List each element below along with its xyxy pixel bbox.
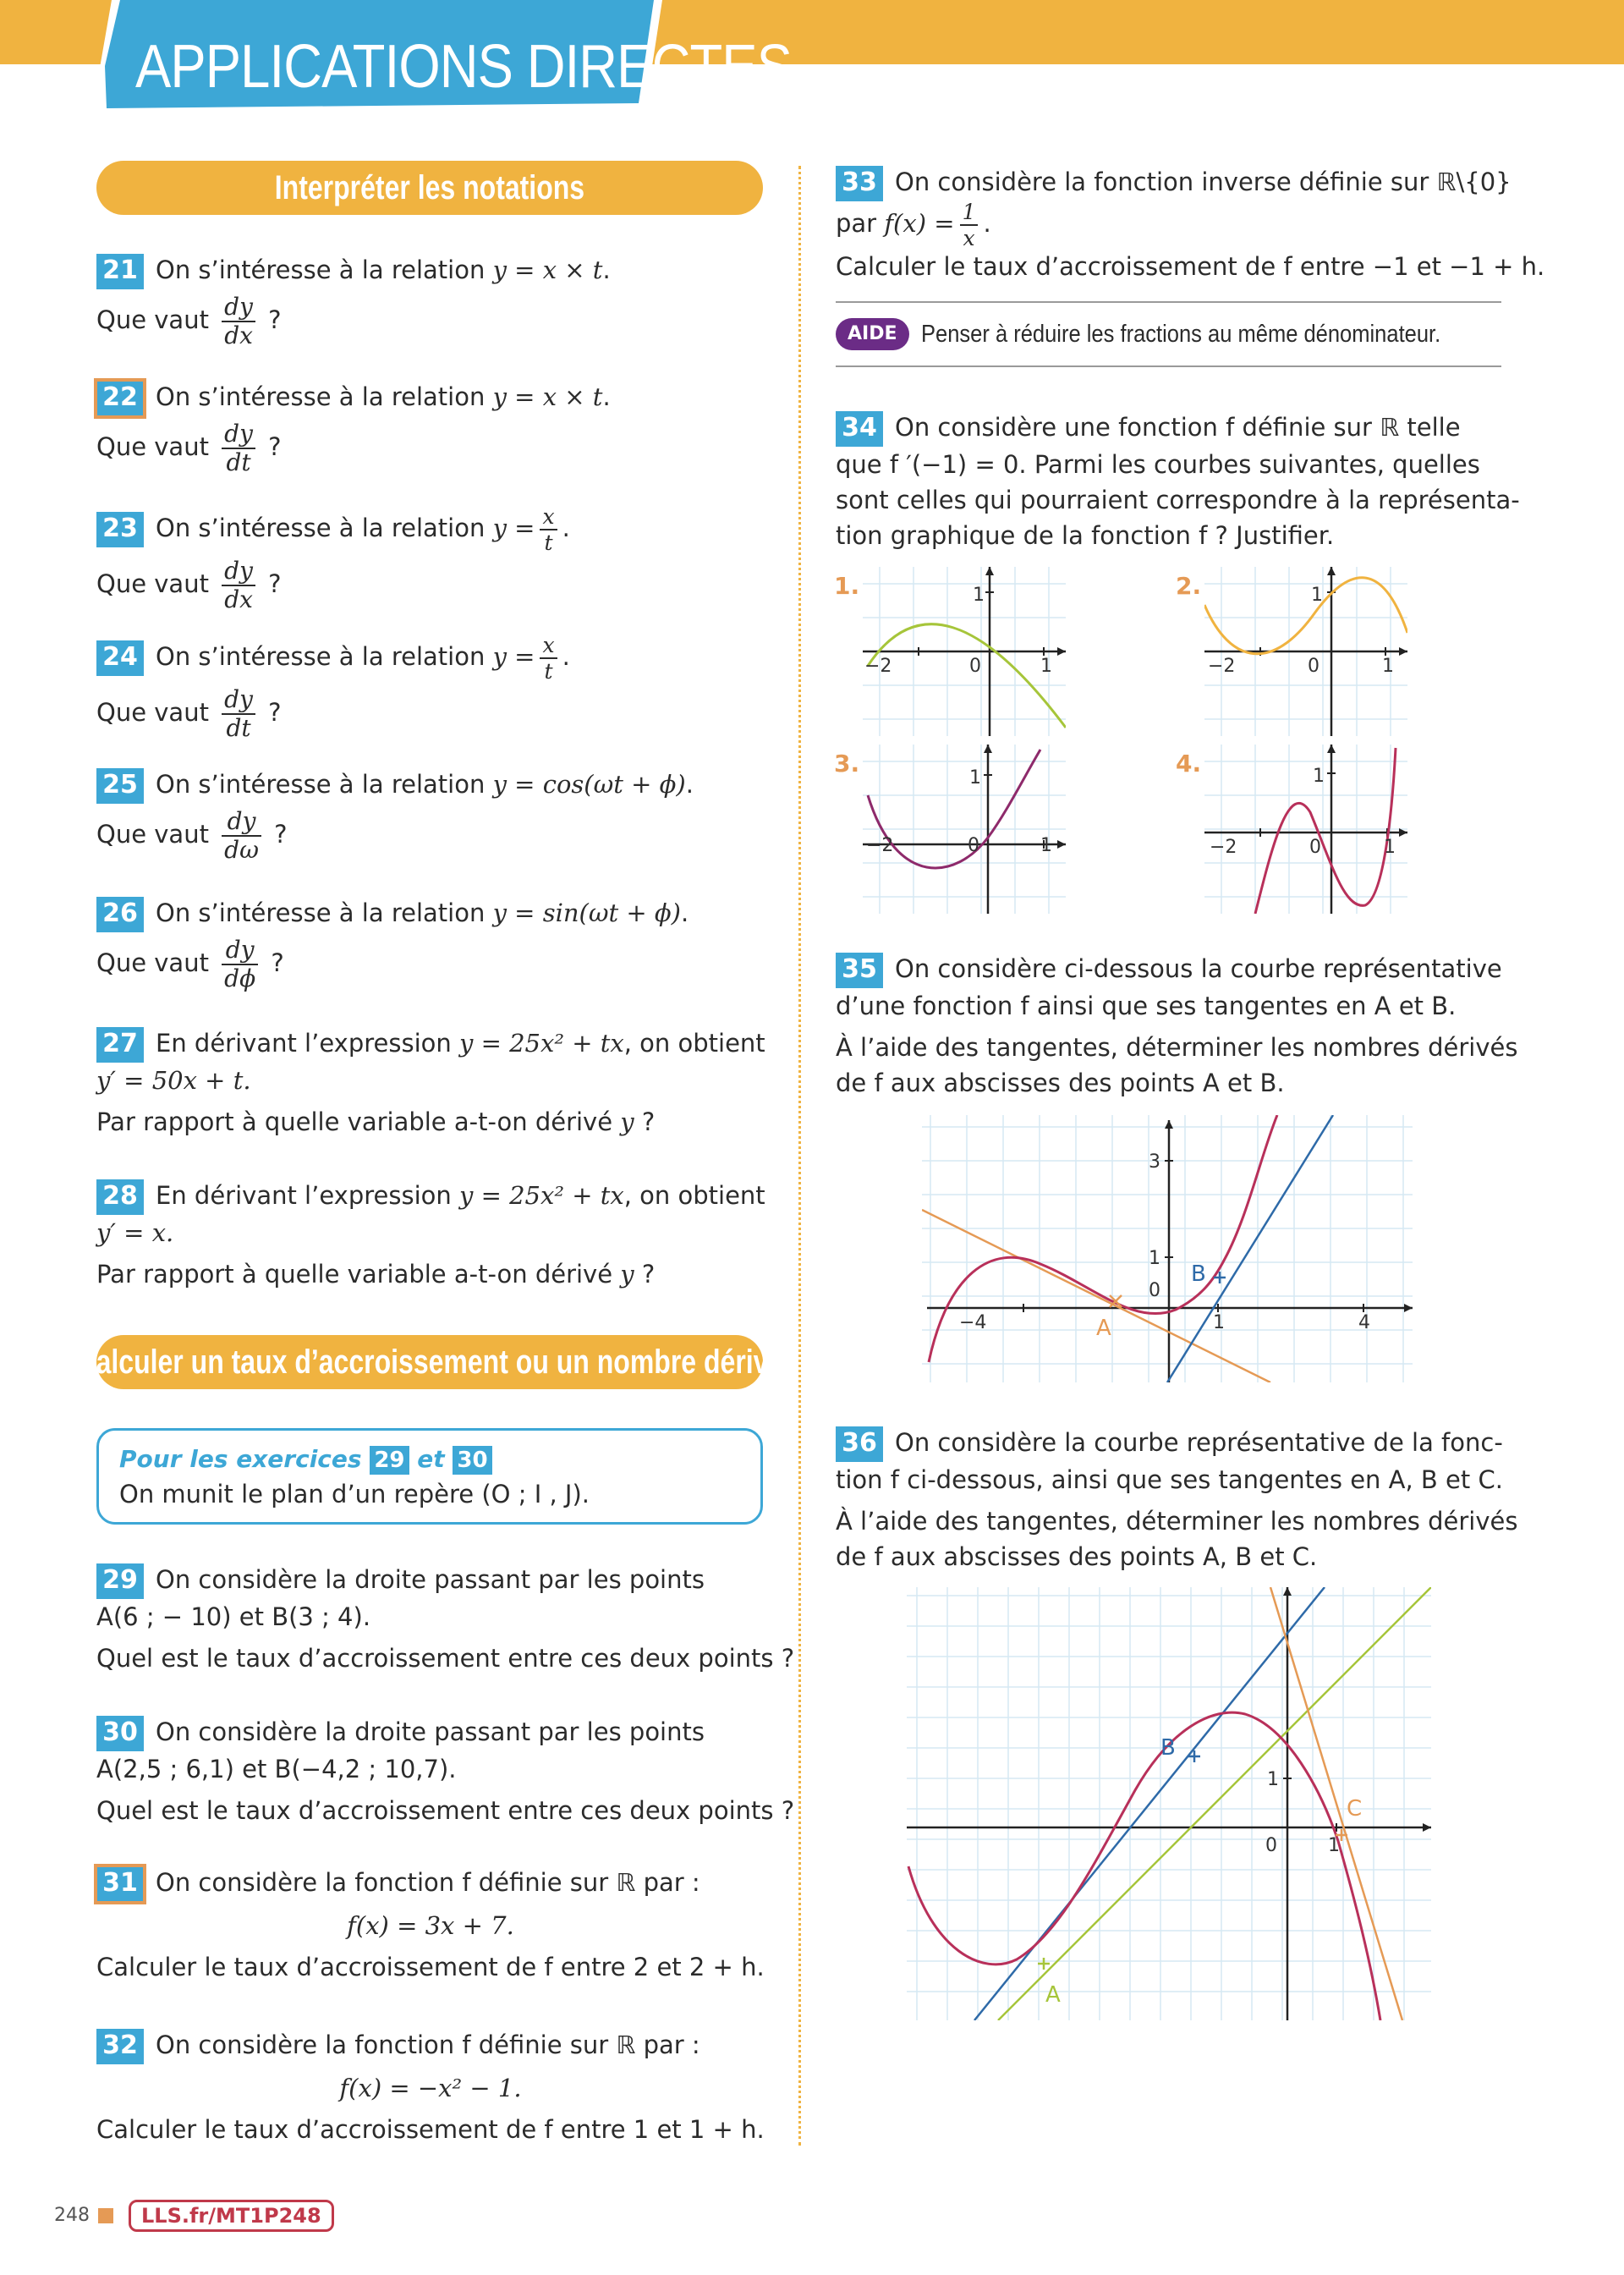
exercise-number[interactable]: 35 xyxy=(836,953,883,988)
svg-text:C: C xyxy=(1347,1796,1363,1822)
svg-text:0: 0 xyxy=(1265,1835,1277,1856)
graph-3-label: 3. xyxy=(834,750,860,778)
exercise-number[interactable]: 24 xyxy=(96,640,144,676)
section-header-notations: Interpréter les notations xyxy=(96,161,763,215)
aide-text: Penser à réduire les fractions au même dénominateur. xyxy=(921,321,1441,348)
page-number: 248 xyxy=(54,2205,90,2226)
svg-text:0: 0 xyxy=(1149,1280,1160,1301)
exercise-21: 21 On s’intéresse à la relation y = x × t. Que vaut $\frac{dy}{dx}$ ? xyxy=(96,256,611,349)
svg-text:−4: −4 xyxy=(959,1312,987,1333)
svg-text:3: 3 xyxy=(1149,1151,1160,1173)
exercise-number[interactable]: 21 xyxy=(96,254,144,289)
exercise-number[interactable]: 22 xyxy=(96,381,144,416)
exercise-number[interactable]: 34 xyxy=(836,411,883,447)
exercise-32: 32 On considère la fonction f définie sur ℝ par : f(x) = −x² − 1. Calculer le taux d’accroissement de f entre 1 et 1 + h. xyxy=(96,2030,765,2144)
exercise-number[interactable]: 25 xyxy=(96,768,144,804)
aide-badge: AIDE xyxy=(836,318,909,350)
section-header-taux: Calculer un taux d’accroissement ou un nombre dérivé xyxy=(96,1335,763,1389)
graph-ex35 xyxy=(922,1115,1413,1382)
exercise-number[interactable]: 33 xyxy=(836,166,883,201)
exercise-29: 29 On considère la droite passant par les points A(6 ; − 10) et B(3 ; 4). Quel est le taux d’accroissement entre ces deux points ? xyxy=(96,1565,795,1673)
exercise-35: 35 On considère ci-dessous la courbe représentative d’une fonction f ainsi que ses tangentes en A et B. À l’aide des tangentes, déterminer les nombres dérivés de f aux abscisses des points A et B. xyxy=(836,954,1518,1097)
svg-text:−2: −2 xyxy=(866,835,894,856)
aide-rule-bottom xyxy=(836,365,1501,367)
svg-text:0: 0 xyxy=(968,835,979,856)
svg-text:A: A xyxy=(1045,1982,1061,2008)
exercise-25: 25 On s’intéresse à la relation y = cos(ωt + ϕ). Que vaut $\frac{dy}{d\omega}$ ? xyxy=(96,770,694,864)
exercise-28: 28 En dérivant l’expression y = 25x² + tx, on obtient y′ = x. Par rapport à quelle variable a-t-on dérivé y ? xyxy=(96,1181,765,1289)
graph-4 xyxy=(1204,745,1407,914)
exercise-26: 26 On s’intéresse à la relation y = sin(ωt + ϕ). Que vaut $\frac{dy}{d\phi}$ ? xyxy=(96,898,689,992)
graph-4-label: 4. xyxy=(1176,750,1202,778)
svg-text:1: 1 xyxy=(1384,837,1396,858)
exercise-22: 22 On s’intéresse à la relation y = x × t. Que vaut $\frac{dy}{dt}$ ? xyxy=(96,382,611,476)
graph-ex36 xyxy=(907,1587,1431,2020)
exercise-number[interactable]: 27 xyxy=(96,1027,144,1063)
svg-text:4: 4 xyxy=(1358,1312,1370,1333)
exercise-number[interactable]: 26 xyxy=(96,897,144,932)
svg-text:1: 1 xyxy=(1267,1769,1279,1790)
svg-text:0: 0 xyxy=(1309,837,1321,858)
svg-text:A: A xyxy=(1096,1316,1111,1341)
svg-text:−2: −2 xyxy=(1210,837,1237,858)
svg-text:1: 1 xyxy=(1311,585,1323,606)
svg-text:B: B xyxy=(1160,1735,1176,1761)
svg-text:0: 0 xyxy=(1308,656,1320,677)
exercise-number[interactable]: 36 xyxy=(836,1426,883,1462)
exercise-number[interactable]: 28 xyxy=(96,1179,144,1215)
svg-text:1: 1 xyxy=(1040,656,1052,677)
svg-text:1: 1 xyxy=(1213,1312,1225,1333)
graph-3 xyxy=(863,745,1066,914)
exercise-27: 27 En dérivant l’expression y = 25x² + tx, on obtient y′ = 50x + t. Par rapport à quelle variable a-t-on dérivé y ? xyxy=(96,1029,765,1136)
exercise-24: 24 On s’intéresse à la relation y = $\frac{x}{t}$ . Que vaut $\frac{dy}{dt}$ ? xyxy=(96,633,570,742)
exercise-31: 31 On considère la fonction f définie sur ℝ par : f(x) = 3x + 7. Calculer le taux d’accroissement de f entre 2 et 2 + h. xyxy=(96,1868,765,1981)
svg-text:1: 1 xyxy=(1313,766,1325,787)
svg-text:0: 0 xyxy=(969,656,981,677)
svg-text:1: 1 xyxy=(969,767,981,789)
exercise-number[interactable]: 30 xyxy=(96,1716,144,1751)
svg-text:1: 1 xyxy=(1149,1248,1160,1269)
svg-text:1: 1 xyxy=(1382,656,1394,677)
info-box: Pour les exercices 29 et 30 On munit le plan d’un repère (O ; I , J). xyxy=(96,1428,763,1525)
aide-rule-top xyxy=(836,301,1501,303)
graph-2-label: 2. xyxy=(1176,572,1202,600)
exercise-30: 30 On considère la droite passant par les points A(2,5 ; 6,1) et B(−4,2 ; 10,7). Quel est le taux d’accroissement entre ces deux points ? xyxy=(96,1717,795,1825)
footer-square-icon xyxy=(98,2208,113,2223)
graph-1-label: 1. xyxy=(834,572,860,600)
svg-text:1: 1 xyxy=(1328,1835,1340,1856)
footer-link[interactable]: LLS.fr/MT1P248 xyxy=(129,2200,334,2232)
svg-text:−2: −2 xyxy=(1208,656,1236,677)
svg-text:1: 1 xyxy=(1040,835,1052,856)
page-title: APPLICATIONS DIRECTES xyxy=(135,33,793,101)
exercise-number[interactable]: 29 xyxy=(96,1563,144,1599)
exercise-number[interactable]: 32 xyxy=(96,2029,144,2064)
exercise-23: 23 On s’intéresse à la relation y = $\frac{x}{t}$ . Que vaut $\frac{dy}{dx}$ ? xyxy=(96,504,570,613)
exercise-36: 36 On considère la courbe représentative de la fonc- tion f ci-dessous, ainsi que ses tangentes en A, B et C. À l’aide des tangentes, déterminer les nombres dérivés de f aux abscisses des points A, B et C. xyxy=(836,1428,1518,1571)
exercise-34: 34 On considère une fonction f définie sur ℝ telle que f ′(−1) = 0. Parmi les courbes suivantes, quelles sont celles qui pourraient correspondre à la représenta- tion graphique de la fonction f ? Justifier. xyxy=(836,413,1520,550)
svg-text:B: B xyxy=(1191,1261,1206,1287)
svg-text:−2: −2 xyxy=(864,656,892,677)
exercise-33: 33 On considère la fonction inverse définie sur ℝ\{0} par f(x) = $\frac{1}{x}$ . Calculer le taux d’accroissement de f entre −1 et −1 + h. xyxy=(836,168,1545,281)
svg-text:1: 1 xyxy=(973,585,985,606)
column-divider xyxy=(798,166,801,2146)
graph-2 xyxy=(1204,567,1407,736)
exercise-number[interactable]: 23 xyxy=(96,512,144,547)
exercise-number[interactable]: 31 xyxy=(96,1866,144,1902)
graph-1 xyxy=(863,567,1066,736)
